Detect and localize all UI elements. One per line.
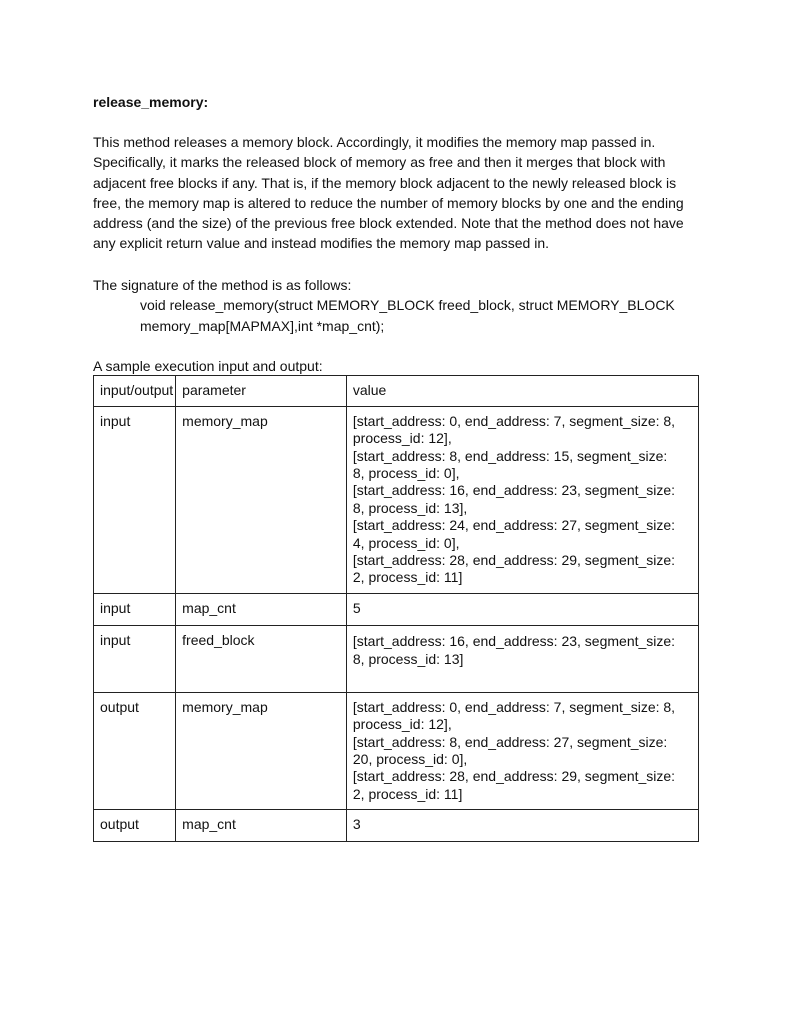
method-heading: release_memory:	[93, 94, 209, 110]
value-line: [start_address: 0, end_address: 7, segment_size: 8,	[352, 412, 676, 429]
value-line: 2, process_id: 11]	[352, 785, 463, 802]
description-line: adjacent free blocks if any. That is, if the memory block adjacent to the newly released block is	[93, 174, 677, 191]
value-line: [start_address: 24, end_address: 27, segment_size:	[352, 517, 676, 534]
header-cell-value: value	[346, 376, 698, 406]
value-line: 8, process_id: 0],	[352, 464, 460, 481]
value-cell	[346, 810, 698, 842]
value-line: [start_address: 28, end_address: 29, segment_size:	[352, 551, 676, 568]
description-line: address (and the size) of the previous free block extended. Note that the method does not have	[93, 215, 684, 232]
description-line: any explicit return value and instead modifies the memory map passed in.	[93, 235, 550, 252]
parameter-cell: memory_map	[176, 406, 347, 593]
value-line: [start_address: 0, end_address: 7, segment_size: 8,	[352, 698, 676, 715]
io-cell: input	[94, 593, 176, 625]
value-line: [start_address: 16, end_address: 23, segment_size:	[352, 482, 676, 499]
table-row	[94, 593, 699, 625]
table-row	[94, 692, 699, 809]
io-cell: input	[94, 625, 176, 692]
parameter-cell: memory_map	[176, 692, 347, 809]
value-line: 2, process_id: 11]	[352, 569, 463, 586]
io-cell: output	[94, 692, 176, 809]
table-row	[94, 625, 699, 692]
io-cell: input	[94, 406, 176, 593]
signature-line: void release_memory(struct MEMORY_BLOCK freed_block, struct MEMORY_BLOCK	[140, 297, 675, 314]
value-cell	[346, 593, 698, 625]
signature-line: memory_map[MAPMAX],int *map_cnt);	[140, 317, 385, 334]
value-line: [start_address: 28, end_address: 29, segment_size:	[352, 768, 676, 785]
value-cell	[346, 406, 698, 593]
value-line: process_id: 12],	[352, 430, 452, 447]
value-cell	[346, 692, 698, 809]
value-line: 3	[352, 816, 361, 833]
document-page	[93, 92, 703, 842]
value-line: [start_address: 8, end_address: 15, segment_size:	[352, 447, 668, 464]
table-header-row	[94, 376, 699, 406]
value-line: 5	[352, 599, 361, 616]
value-line: 20, process_id: 0],	[352, 750, 468, 767]
parameter-cell: map_cnt	[176, 810, 347, 842]
value-line: [start_address: 8, end_address: 27, segment_size:	[352, 733, 668, 750]
value-cell	[346, 625, 698, 692]
description-line: free, the memory map is altered to reduce the number of memory blocks by one and the ending	[93, 194, 684, 211]
sample-title: A sample execution input and output:	[93, 358, 323, 375]
description-line: This method releases a memory block. Accordingly, it modifies the memory map passed in.	[93, 134, 656, 150]
parameter-cell: freed_block	[176, 625, 347, 692]
table-row	[94, 406, 699, 593]
description-line: Specifically, it marks the released block of memory as free and then it merges that block with	[93, 154, 666, 171]
value-line: 8, process_id: 13]	[352, 651, 464, 668]
header-cell-parameter: parameter	[176, 376, 347, 406]
table-row	[94, 810, 699, 842]
method-signature	[93, 295, 703, 336]
signature-intro: The signature of the method is as follows:	[93, 276, 352, 293]
value-line: 8, process_id: 13],	[352, 499, 468, 516]
value-line: process_id: 12],	[352, 716, 452, 733]
header-cell-io: input/output	[94, 376, 176, 406]
io-cell: output	[94, 810, 176, 842]
value-line: [start_address: 16, end_address: 23, segment_size:	[352, 632, 676, 649]
method-description	[93, 132, 703, 254]
value-line: 4, process_id: 0],	[352, 534, 460, 551]
parameter-cell: map_cnt	[176, 593, 347, 625]
sample-table	[93, 375, 699, 842]
